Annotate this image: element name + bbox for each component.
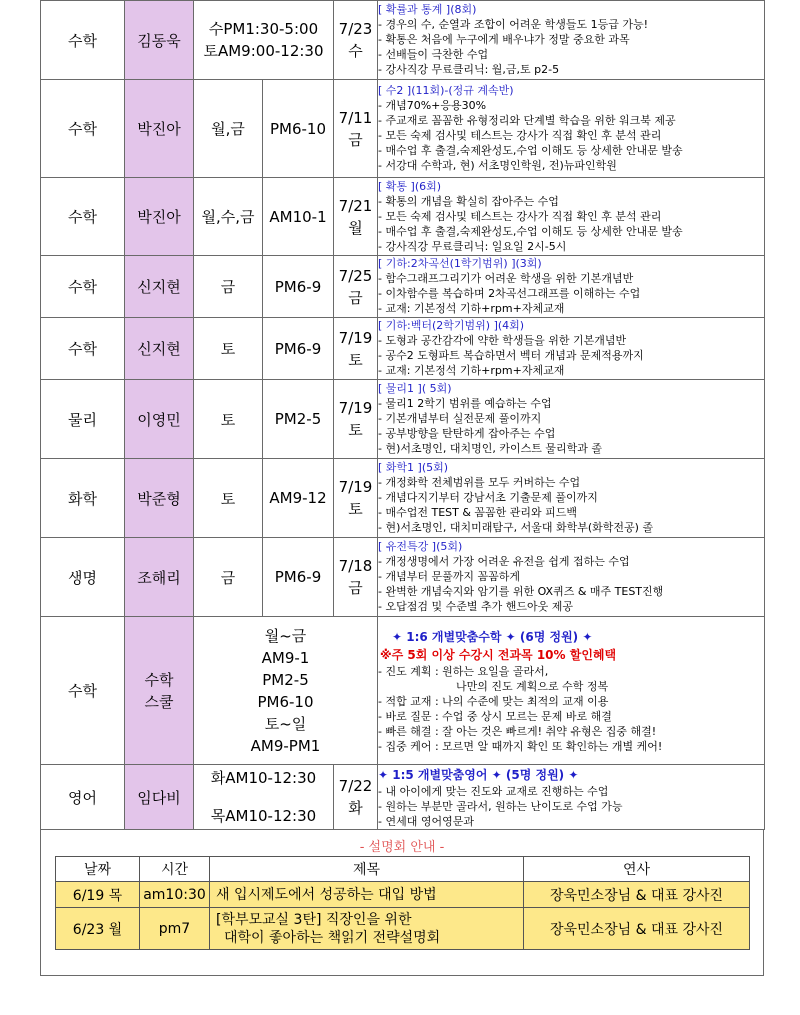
seminar-row: [56, 908, 750, 950]
description-line: - 이차함수를 복습하며 2차곡선그래프를 이해하는 수업: [378, 286, 764, 301]
days-cell: 금: [194, 538, 263, 617]
date-cell: [334, 178, 378, 256]
description-line: - 매수업 후 출결,숙제완성도,수업 이해도 등 상세한 안내문 발송: [378, 143, 764, 158]
description-line: - 강사직강 무료클리닉: 일요일 2시-5시: [378, 239, 764, 254]
subject-cell: 수학: [41, 256, 125, 318]
course-title: [ 확통 ](6회): [378, 179, 442, 193]
subject-cell: 수학: [41, 617, 125, 765]
time-line: 토~일: [264, 714, 307, 733]
description-line: - 확통은 처음에 누구에게 배우냐가 정말 중요한 과목: [378, 32, 764, 47]
description-cell: [378, 617, 765, 765]
description-line: - 바로 질문 : 수업 중 상시 모르는 문제 바로 해결: [378, 709, 764, 724]
course-title: [ 유전특강 ](5회): [378, 540, 463, 553]
subject-cell: 수학: [41, 318, 125, 380]
course-title: [ 기하:2차곡선(1학기범위) ](3회): [378, 257, 542, 270]
description-cell: [378, 765, 765, 830]
description-line: - 함수그래프그리기가 어려운 학생을 위한 기본개념반: [378, 271, 764, 286]
header-date: 날짜: [56, 857, 140, 882]
teacher-cell: 신지현: [125, 256, 194, 318]
description-cell: [378, 178, 765, 256]
date-weekday: 화: [348, 799, 363, 817]
description-line: - 원하는 부분만 골라서, 원하는 난이도로 수업 가능: [378, 799, 764, 814]
description-line: - 물리1 2학기 범위를 예습하는 수업: [378, 396, 764, 411]
table-row: [41, 765, 765, 830]
description-cell: [378, 380, 765, 459]
date-value: 7/22: [338, 777, 373, 795]
description-line: - 오답점검 및 수준별 추가 핸드아웃 제공: [378, 599, 764, 614]
description-line: - 개정생명에서 가장 어려운 유전을 쉽게 접하는 수업: [378, 554, 764, 569]
date-cell: [334, 459, 378, 538]
table-row: [41, 617, 765, 765]
table-row: [41, 80, 765, 178]
description-line: - 개정화학 전체범위를 모두 커버하는 수업: [378, 475, 764, 490]
date-weekday: 금: [348, 579, 363, 597]
seminar-speaker: 장욱민소장님 & 대표 강사진: [524, 908, 750, 950]
description-line: - 강사직강 무료클리닉: 월,금,토 p2-5: [378, 62, 764, 77]
date-value: 7/21: [338, 196, 373, 215]
description-line: - 주교재로 꼼꼼한 유형정리와 단계별 학습을 위한 워크북 제공: [378, 113, 764, 128]
header-time: 시간: [140, 857, 210, 882]
class-schedule-table: [40, 0, 765, 830]
course-highlight: ✦ 1:6 개별맞춤수학 ✦ (6명 정원) ✦: [392, 629, 593, 644]
time-cell: AM9-12: [263, 459, 334, 538]
course-title: [ 화학1 ](5회): [378, 461, 449, 474]
seminar-header-row: [56, 857, 750, 882]
date-weekday: 토: [348, 500, 363, 518]
time-cell: PM6-9: [263, 256, 334, 318]
time-line: PM6-10: [257, 692, 314, 711]
time-line: 목AM10-12:30: [210, 807, 317, 825]
description-line: - 공수2 도형파트 복습하면서 벡터 개념과 문제적용까지: [378, 348, 764, 363]
teacher-cell: 이영민: [125, 380, 194, 459]
time-line: 월~금: [264, 626, 307, 645]
description-line: - 모든 숙제 검사및 테스트는 강사가 직접 확인 후 분석 관리: [378, 209, 764, 224]
table-row: [41, 538, 765, 617]
subject-cell: 영어: [41, 765, 125, 830]
teacher-cell: 조해리: [125, 538, 194, 617]
description-line: - 개념부터 문풀까지 꼼꼼하게: [378, 569, 764, 584]
description-line: - 모든 숙제 검사및 테스트는 강사가 직접 확인 후 분석 관리: [378, 128, 764, 143]
seminar-speaker: 장욱민소장님 & 대표 강사진: [524, 882, 750, 908]
time-cell: PM6-10: [263, 80, 334, 178]
time-line: 수PM1:30-5:00: [208, 20, 319, 38]
date-cell: [334, 1, 378, 80]
seminar-time: pm7: [140, 908, 210, 950]
teacher-cell: 박준형: [125, 459, 194, 538]
teacher-line: 스쿨: [144, 692, 174, 711]
teacher-cell: 신지현: [125, 318, 194, 380]
table-row: [41, 256, 765, 318]
teacher-cell: 김동욱: [125, 1, 194, 80]
schedule-sheet: [40, 0, 764, 976]
description-line: - 공부방향을 탄탄하게 잡아주는 수업: [378, 426, 764, 441]
seminar-title: [210, 908, 524, 950]
description-line: - 개념70%+응용30%: [378, 98, 764, 113]
date-cell: [334, 380, 378, 459]
header-speaker: 연사: [524, 857, 750, 882]
date-weekday: 금: [348, 130, 363, 149]
description-line: - 교재: 기본정석 기하+rpm+자체교재: [378, 363, 764, 378]
table-row: [41, 459, 765, 538]
time-cell: [194, 617, 378, 765]
header-title: 제목: [210, 857, 524, 882]
subject-cell: 물리: [41, 380, 125, 459]
discount-notice: ※주 5회 이상 수강시 전과목 10% 할인혜택: [380, 647, 617, 662]
description-cell: [378, 1, 765, 80]
date-cell: [334, 765, 378, 830]
seminar-date: 6/19 목: [56, 882, 140, 908]
date-value: 7/19: [338, 399, 373, 417]
description-line: - 집중 케어 : 모르면 알 때까지 확인 또 확인하는 개별 케어!: [378, 739, 764, 754]
time-cell: [194, 765, 334, 830]
description-line: - 서강대 수학과, 현) 서초명인학원, 전)뉴파인학원: [378, 158, 764, 173]
teacher-cell: 임다비: [125, 765, 194, 830]
date-value: 7/11: [338, 108, 373, 127]
time-cell: [194, 1, 334, 80]
days-cell: 토: [194, 318, 263, 380]
description-line: - 매수업 후 출결,숙제완성도,수업 이해도 등 상세한 안내문 발송: [378, 224, 764, 239]
description-line: - 빠른 해결 : 잘 아는 것은 빠르게! 취약 유형은 집중 해결!: [378, 724, 764, 739]
time-line: 토AM9:00-12:30: [203, 42, 324, 60]
date-cell: [334, 538, 378, 617]
seminar-title-line: 대학이 좋아하는 책읽기 전략설명회: [224, 929, 441, 946]
seminar-row: [56, 882, 750, 908]
description-cell: [378, 459, 765, 538]
days-cell: 토: [194, 459, 263, 538]
table-row: [41, 380, 765, 459]
course-title: [ 확률과 통계 ](8회): [378, 3, 477, 16]
date-weekday: 토: [348, 421, 363, 439]
subject-cell: 화학: [41, 459, 125, 538]
date-weekday: 토: [348, 350, 363, 369]
date-value: 7/23: [338, 20, 373, 38]
description-line: - 확통의 개념을 확실히 잡아주는 수업: [378, 194, 764, 209]
table-row: [41, 178, 765, 256]
date-value: 7/25: [338, 266, 373, 285]
description-cell: [378, 318, 765, 380]
teacher-cell: 박진아: [125, 178, 194, 256]
course-title: [ 기하:벡터(2학기범위) ](4회): [378, 319, 525, 332]
date-value: 7/19: [338, 328, 373, 347]
table-row: [41, 1, 765, 80]
description-line: - 매수업전 TEST & 꼼꼼한 관리와 피드백: [378, 505, 764, 520]
seminar-title: 새 입시제도에서 성공하는 대입 방법: [210, 882, 524, 908]
description-cell: [378, 256, 765, 318]
date-cell: [334, 256, 378, 318]
days-cell: 토: [194, 380, 263, 459]
date-cell: [334, 80, 378, 178]
subject-cell: 수학: [41, 178, 125, 256]
time-cell: PM6-9: [263, 318, 334, 380]
teacher-cell: 박진아: [125, 80, 194, 178]
date-value: 7/18: [338, 557, 373, 575]
time-cell: PM6-9: [263, 538, 334, 617]
date-cell: [334, 318, 378, 380]
date-weekday: 수: [348, 42, 363, 60]
description-line: - 내 아이에게 맞는 진도와 교재로 진행하는 수업: [378, 784, 764, 799]
course-highlight: ✦ 1:5 개별맞춤영어 ✦ (5명 정원) ✦: [378, 767, 579, 782]
seminar-time: am10:30: [140, 882, 210, 908]
description-cell: [378, 80, 765, 178]
description-line: - 진도 계획 : 원하는 요일을 골라서,: [378, 664, 764, 679]
description-line: - 완벽한 개념숙지와 암기를 위한 OX퀴즈 & 매주 TEST진행: [378, 584, 764, 599]
date-weekday: 금: [348, 288, 363, 307]
description-line: - 선배들이 극찬한 수업: [378, 47, 764, 62]
days-cell: 월,금: [194, 80, 263, 178]
description-line: - 연세대 영어영문과: [378, 814, 764, 829]
time-line: AM9-1: [261, 648, 310, 667]
subject-cell: 수학: [41, 1, 125, 80]
course-title: [ 물리1 ]( 5회): [378, 382, 452, 395]
description-line: - 개념다지기부터 강남서초 기출문제 풀이까지: [378, 490, 764, 505]
description-line: - 현)서초명인, 대치명인, 카이스트 물리학과 졸: [378, 441, 764, 456]
description-line: - 현)서초명인, 대치미래탐구, 서울대 화학부(화학전공) 졸: [378, 520, 764, 535]
seminar-table: [55, 856, 750, 950]
seminar-date: 6/23 월: [56, 908, 140, 950]
description-line: - 도형과 공간감각에 약한 학생들을 위한 기본개념반: [378, 333, 764, 348]
days-cell: 금: [194, 256, 263, 318]
course-title: [ 수2 ](11회)-(정규 계속반): [378, 84, 514, 97]
subject-cell: 생명: [41, 538, 125, 617]
description-line: - 적합 교재 : 나의 수준에 맞는 최적의 교재 이용: [378, 694, 764, 709]
time-line: 화AM10-12:30: [210, 769, 317, 787]
days-cell: 월,수,금: [194, 178, 263, 256]
description-line: 나만의 진도 계획으로 수학 정복: [456, 679, 609, 693]
time-cell: AM10-1: [263, 178, 334, 256]
time-line: PM2-5: [262, 670, 309, 689]
time-cell: PM2-5: [263, 380, 334, 459]
seminar-title-line: [학부모교실 3탄] 직장인을 위한: [216, 911, 412, 928]
table-row: [41, 318, 765, 380]
description-line: - 교재: 기본정석 기하+rpm+자체교재: [378, 301, 764, 316]
seminar-section: [40, 830, 764, 976]
date-weekday: 월: [348, 218, 363, 237]
description-cell: [378, 538, 765, 617]
date-value: 7/19: [338, 478, 373, 496]
description-line: - 기본개념부터 실전문제 풀이까지: [378, 411, 764, 426]
seminar-heading: - 설명회 안내 -: [359, 840, 445, 855]
teacher-line: 수학: [144, 670, 174, 689]
teacher-cell: [125, 617, 194, 765]
subject-cell: 수학: [41, 80, 125, 178]
time-line: AM9-PM1: [250, 736, 321, 755]
description-line: - 경우의 수, 순열과 조합이 어려운 학생들도 1등급 가능!: [378, 17, 764, 32]
